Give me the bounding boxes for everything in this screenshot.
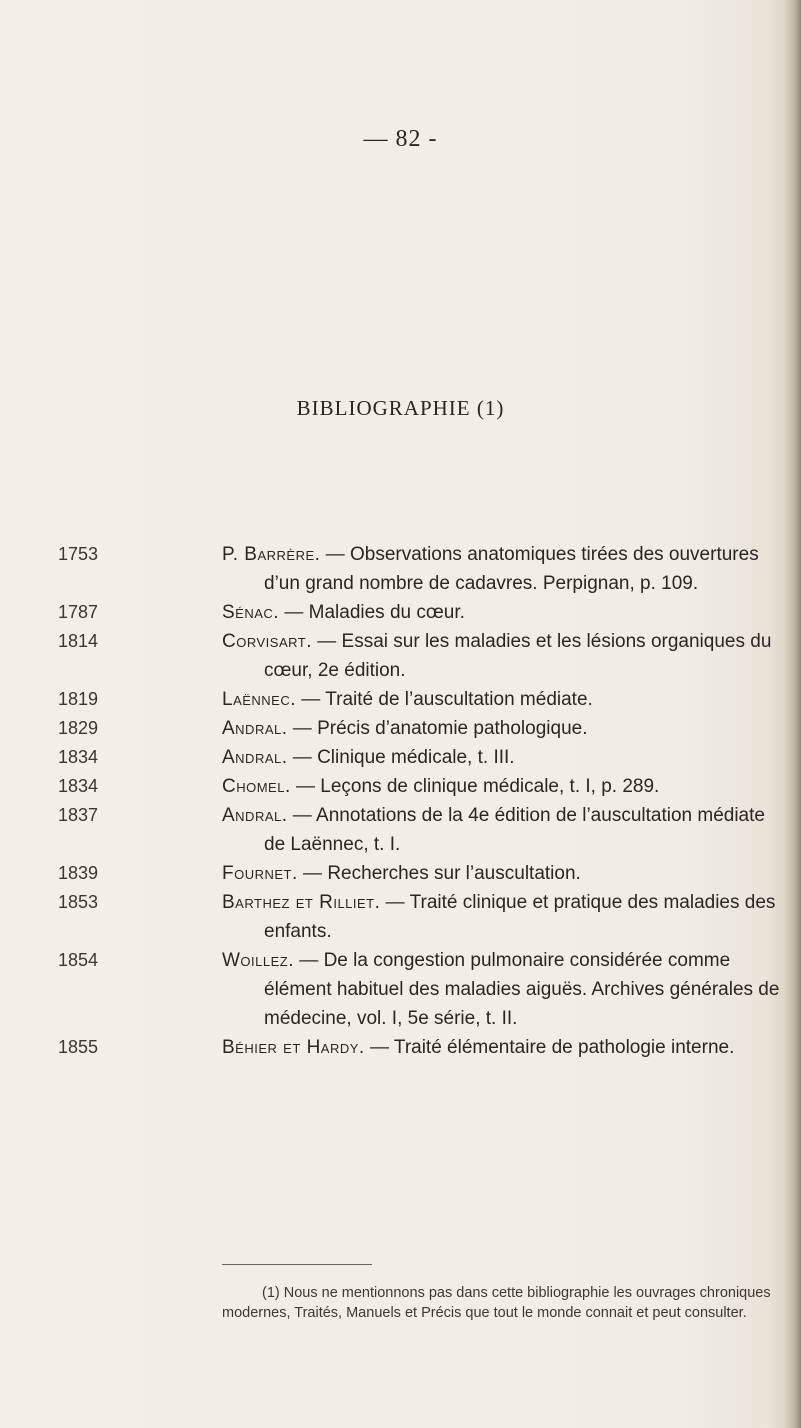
bibliography-entry (58, 772, 782, 801)
bibliography-entry (58, 888, 782, 946)
entry-year: 1753 (58, 544, 99, 564)
entry-author: Barthez et Rilliet. (222, 892, 381, 913)
entry-author: Corvisart. (222, 631, 312, 652)
bibliography-entry (58, 627, 782, 685)
entry-text: — Observations anatomiques tirées des ouvertures d’un grand nombre de cadavres. Perpignan, p. 109. (264, 544, 759, 594)
entry-year: 1834 (58, 776, 99, 796)
bibliography-entry (58, 540, 782, 598)
page-number: — 82 - (363, 126, 438, 152)
entry-year: 1855 (58, 1037, 99, 1057)
entry-text: — Traité de l’auscultation médiate. (296, 689, 593, 710)
bibliography-entry (58, 743, 782, 772)
bibliography-entry (58, 859, 782, 888)
section-title: BIBLIOGRAPHIE (1) (296, 396, 505, 420)
bibliography-entry (58, 946, 782, 1033)
entry-text: — Traité élémentaire de pathologie interne. (364, 1037, 735, 1058)
entry-text: — De la congestion pulmonaire considérée comme élément habituel des maladies aiguës. Archives générales de médecine, vol. I, 5e série, t. II. (264, 950, 780, 1029)
bibliography-entry (58, 598, 782, 627)
entry-year: 1837 (58, 805, 99, 825)
entry-author: Sénac. (222, 602, 280, 623)
entry-year: 1814 (58, 631, 99, 651)
bibliography-entry (58, 714, 782, 743)
entry-year: 1829 (58, 718, 99, 738)
entry-author: Andral. (222, 718, 288, 739)
entry-text: — Recherches sur l’auscultation. (297, 863, 581, 884)
entry-text: — Clinique médicale, t. III. (287, 747, 515, 768)
entry-text: — Annotations de la 4e édition de l’auscultation médiate de Laënnec, t. I. (264, 805, 765, 855)
bibliography-list (58, 540, 782, 1062)
entry-year: 1834 (58, 747, 99, 767)
bibliography-entry (58, 801, 782, 859)
entry-author: Béhier et Hardy. (222, 1037, 365, 1058)
entry-author: Andral. (222, 747, 288, 768)
entry-author: Chomel. (222, 776, 291, 797)
entry-text: — Leçons de clinique médicale, t. I, p. 289. (290, 776, 660, 797)
entry-year: 1854 (58, 950, 99, 970)
entry-text: — Traité clinique et pratique des maladies des enfants. (264, 892, 776, 942)
bibliography-entry (58, 685, 782, 714)
entry-author: Laënnec. (222, 689, 297, 710)
entry-text: — Maladies du cœur. (279, 602, 465, 623)
entry-year: 1787 (58, 602, 99, 622)
entry-author: Fournet. (222, 863, 298, 884)
bibliography-entry (58, 1033, 782, 1062)
footnote-divider (222, 1264, 372, 1265)
page-edge-shadow (785, 0, 801, 1428)
entry-author: P. Barrère. (222, 544, 321, 565)
footnote: (1) Nous ne mentionnons pas dans cette bibliographie les ouvrages chroniques modernes, Traités, Manuels et Précis que tout le monde connait et peut consulter. (222, 1285, 771, 1321)
entry-author: Woillez. (222, 950, 295, 971)
entry-text: — Précis d’anatomie pathologique. (287, 718, 588, 739)
entry-year: 1853 (58, 892, 99, 912)
entry-author: Andral. (222, 805, 288, 826)
entry-year: 1839 (58, 863, 99, 883)
entry-year: 1819 (58, 689, 99, 709)
entry-text: — Essai sur les maladies et les lésions organiques du cœur, 2e édition. (264, 631, 772, 681)
